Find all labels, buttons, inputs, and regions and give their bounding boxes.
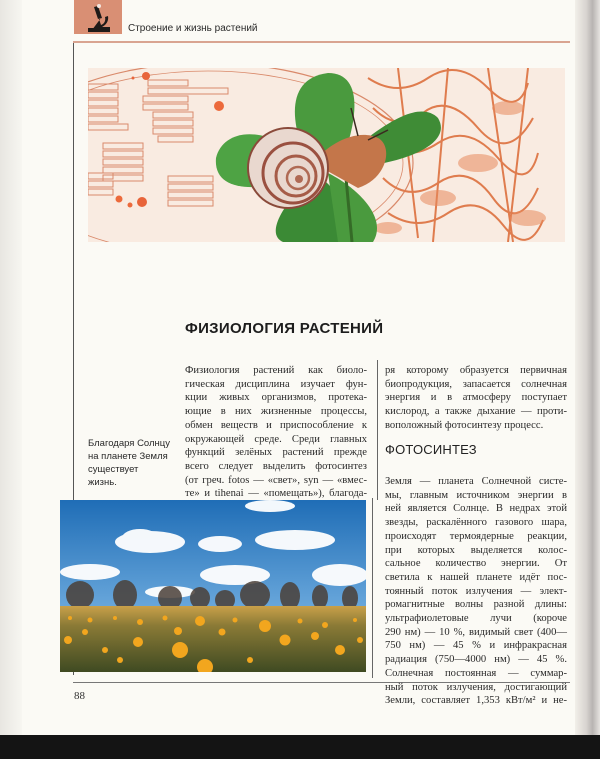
text-line: 750 нм) — 45 % и инфракрасная [385, 640, 567, 652]
section-logo [74, 0, 122, 34]
book-gutter [575, 0, 600, 759]
text-line: при которых выделяется колос- [385, 544, 567, 556]
column-divider [372, 498, 373, 678]
scan-background [0, 735, 600, 759]
text-line: светила к нашей планете идёт пос- [385, 571, 567, 583]
text-line: те» и tihenai — «помещать»), благода- [185, 488, 367, 500]
text-line: ней является Солнце. В недрах этой [385, 503, 567, 515]
text-line: Земля — планета Солнечной систе- [385, 476, 567, 487]
text-line: ный поток излучения, достигающий [385, 681, 567, 693]
text-line: биопродукция, запасается солнечная [385, 378, 567, 390]
photo-caption [88, 437, 178, 489]
text-line: воположный фотосинтезу процесс. [385, 419, 544, 431]
text-line: кции живых организмов, протека- [185, 392, 367, 404]
section-title: ФИЗИОЛОГИЯ РАСТЕНИЙ [185, 320, 384, 337]
text-line: ромагнитные волны разной длины: [385, 599, 567, 611]
text-line: гическая дисциплина изучает фун- [185, 378, 367, 390]
dandelion-field-photo [60, 500, 366, 672]
caption-line: Благодаря Солнцу [88, 438, 170, 449]
caption-line: на планете Земля [88, 451, 168, 462]
text-line: мы, главным источником энергии в [385, 489, 567, 501]
text-line: Солнечная постоянная — суммар- [385, 667, 567, 679]
microscope-icon [74, 0, 122, 34]
page-number: 88 [74, 690, 85, 702]
text-line: Земли, составляет 1,353 кВт/м² и не- [385, 695, 567, 707]
text-line: Физиология растений как биоло- [185, 365, 367, 376]
text-line: сальное количество энергии. От [385, 558, 567, 570]
text-line: радиация (750—4000 нм) — 45 %. [385, 654, 567, 666]
text-line: (от греч. fotos — «свет», syn — «вмес- [185, 474, 367, 486]
text-line: всего следует выделить фотосинтез [185, 460, 367, 472]
text-line: обмен веществ и приспособление к [185, 419, 367, 431]
hero-illustration [88, 68, 565, 242]
text-line: происходят термоядерные реакции, [385, 530, 567, 542]
text-line: ультрафиолетовые лучи (короче [385, 613, 567, 625]
caption-line: жизнь. [88, 477, 117, 488]
subsection-title: ФОТОСИНТЕЗ [385, 442, 477, 457]
text-line: окружающей среде. Среди главных [185, 433, 367, 445]
header-rule [73, 41, 570, 43]
text-line: кислород, а также дыхание — проти- [385, 406, 567, 418]
body-text-column-1 [185, 364, 367, 501]
running-header: Строение и жизнь растений [128, 23, 258, 34]
text-line: функций зелёных растений прежде [185, 447, 367, 459]
text-line: тоянный поток излучения — элект- [385, 585, 567, 597]
text-line: 290 нм) — 10 %, видимый свет (400— [385, 626, 567, 638]
body-text-column-3 [385, 475, 567, 708]
caption-line: существует [88, 464, 139, 475]
text-line: энергия и в атмосферу поступает [385, 392, 567, 404]
text-line: ря которому образуется первичная [385, 365, 567, 376]
column-divider [377, 360, 378, 500]
text-line: ющие в них жизненные процессы, [185, 406, 367, 418]
body-text-column-2 [385, 364, 567, 433]
text-line: звезды, раскалённого газового шара, [385, 517, 567, 529]
page-edge-shadow [0, 0, 22, 735]
